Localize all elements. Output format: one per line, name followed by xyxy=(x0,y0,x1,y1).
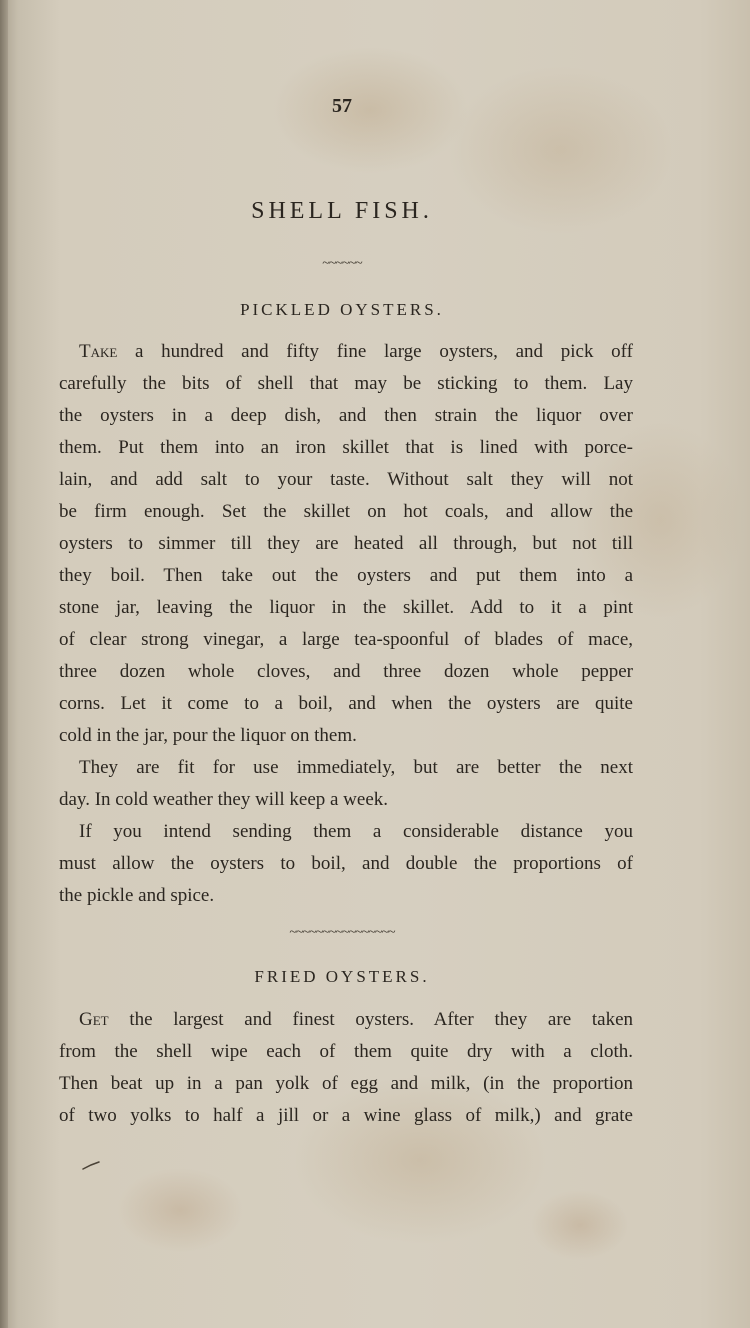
text-line: from the shell wipe each of them quite dry with a cloth. xyxy=(59,1041,633,1062)
paragraph-lead-word: Take xyxy=(79,341,118,362)
text-line: stone jar, leaving the liquor in the skillet. Add to it a pint xyxy=(59,597,633,618)
text-line: oysters to simmer till they are heated all through, but not till xyxy=(59,533,633,554)
text-line: they boil. Then take out the oysters and put them into a xyxy=(59,565,633,586)
page-number: 57 xyxy=(332,95,352,117)
text-line: three dozen whole cloves, and three dozen whole pepper xyxy=(59,661,633,682)
text-line: of clear strong vinegar, a large tea-spoonful of blades of mace, xyxy=(59,629,633,650)
ornament-divider-middle: ~~~~~~~~~~~~~~~~ xyxy=(289,925,395,940)
text-line: cold in the jar, pour the liquor on them. xyxy=(59,725,357,746)
section-body-pickled-oysters xyxy=(59,336,633,912)
text-line: Get the largest and finest oysters. After they are taken xyxy=(79,1009,633,1030)
text-line: Then beat up in a pan yolk of egg and milk, (in the proportion xyxy=(59,1073,633,1094)
text-line: carefully the bits of shell that may be sticking to them. Lay xyxy=(59,373,633,394)
pencil-mark-icon xyxy=(82,1160,100,1170)
text-line: corns. Let it come to a boil, and when the oysters are quite xyxy=(59,693,633,714)
ornament-divider-top: ~~~~~~ xyxy=(322,256,362,271)
text-line: must allow the oysters to boil, and double the proportions of xyxy=(59,853,633,874)
section-heading-pickled-oysters: PICKLED OYSTERS. xyxy=(240,300,444,319)
paragraph-lead-word: Get xyxy=(79,1009,109,1030)
chapter-title: SHELL FISH. xyxy=(251,198,433,224)
text-line: day. In cold weather they will keep a week. xyxy=(59,789,389,810)
text-line: the pickle and spice. xyxy=(59,885,215,906)
text-line: them. Put them into an iron skillet that is lined with porce- xyxy=(59,437,633,458)
section-body-fried-oysters xyxy=(59,1004,633,1132)
text-line: be firm enough. Set the skillet on hot coals, and allow the xyxy=(59,501,633,522)
text-line: They are fit for use immediately, but are better the next xyxy=(79,757,633,778)
section-heading-fried-oysters: FRIED OYSTERS. xyxy=(254,967,430,986)
text-line: If you intend sending them a considerable distance you xyxy=(79,821,633,842)
text-line: Take a hundred and fifty fine large oysters, and pick off xyxy=(79,341,633,362)
text-line: of two yolks to half a jill or a wine glass of milk,) and grate xyxy=(59,1105,633,1126)
text-line: the oysters in a deep dish, and then strain the liquor over xyxy=(59,405,633,426)
text-line: lain, and add salt to your taste. Without salt they will not xyxy=(59,469,633,490)
